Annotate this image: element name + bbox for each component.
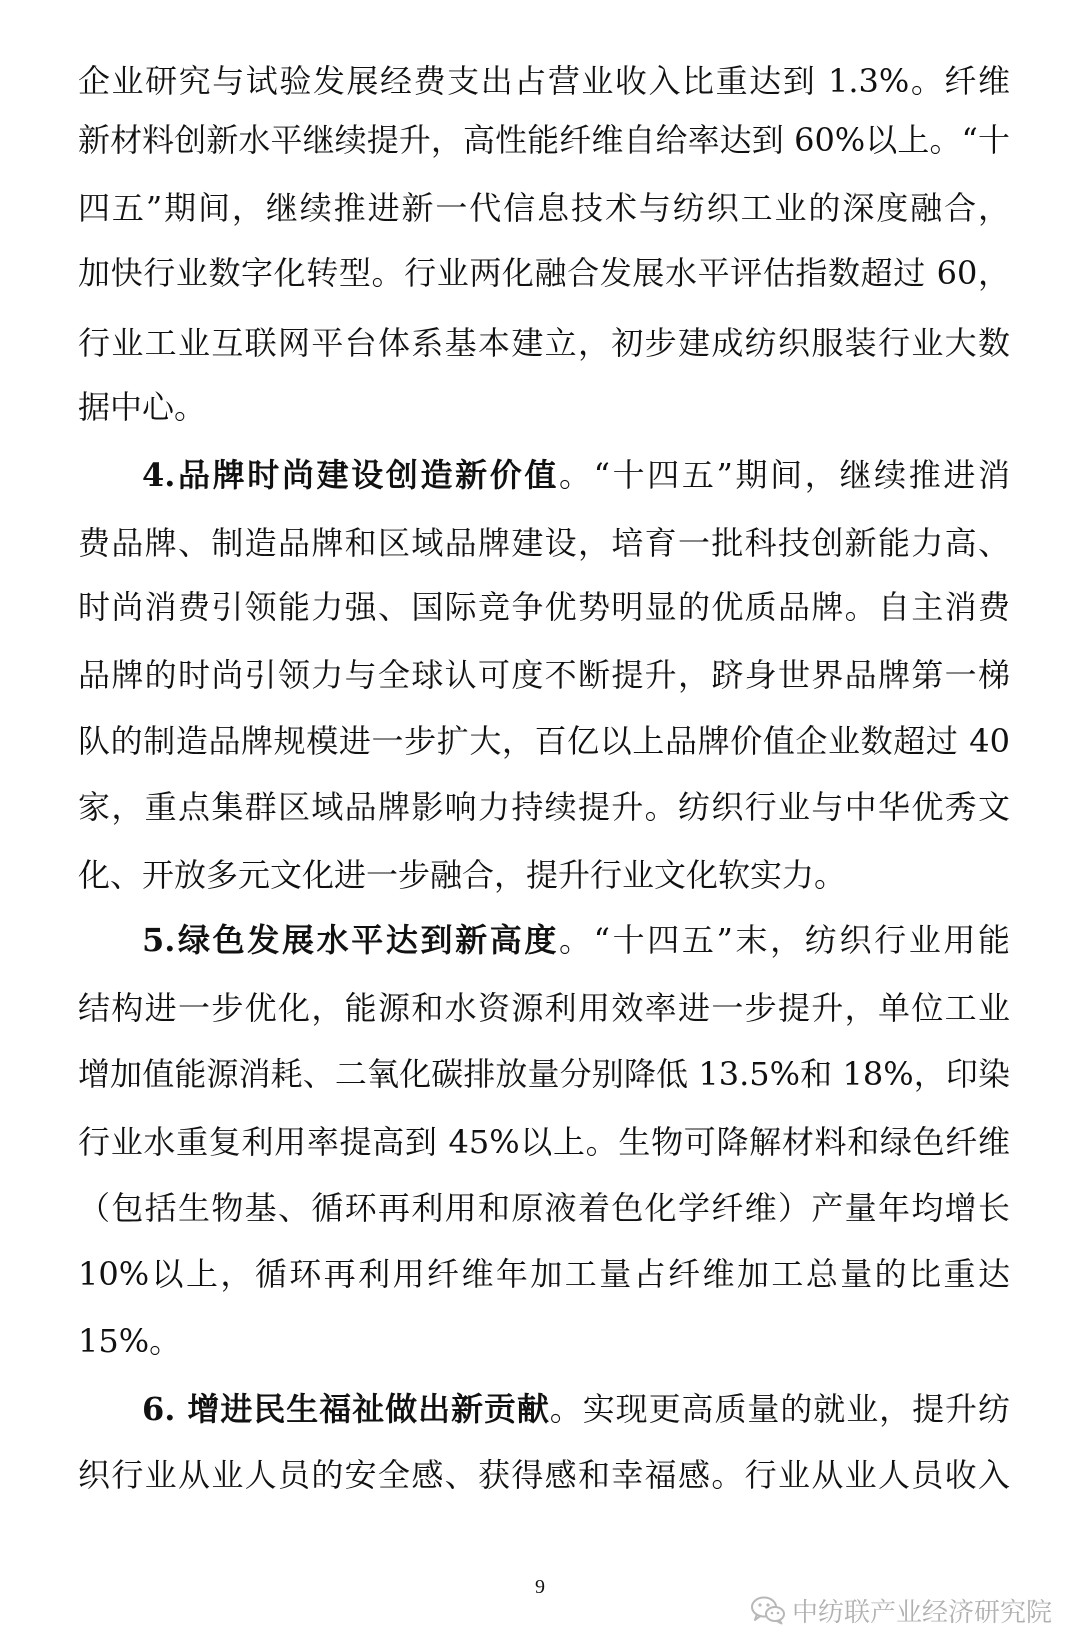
section-4-heading: 4.品牌时尚建设创造新价值 (142, 456, 560, 494)
text-line: （包括生物基、循环再利用和原液着色化学纤维）产量年均增长 (78, 1189, 1010, 1227)
text-line: 结构进一步优化，能源和水资源利用效率进一步提升，单位工业 (78, 989, 1010, 1027)
watermark-text: 中纺联产业经济研究院 (791, 1597, 1052, 1628)
text-line: 据中心。 (78, 388, 207, 426)
section-4-line (142, 450, 1010, 500)
text-line: 四五”期间，继续推进新一代信息技术与纺织工业的深度融合， (78, 189, 1010, 227)
section-4-text: 。“十四五”期间，继续推进消 (559, 456, 1010, 494)
section-6-text: 。实现更高质量的就业，提升纺 (549, 1390, 1010, 1428)
section-6-heading: 6. 增进民生福祉做出新贡献 (142, 1390, 550, 1428)
text-line: 15%。 (78, 1322, 182, 1360)
section-5-text: 。“十四五”末，纺织行业用能 (559, 921, 1010, 959)
text-line: 行业工业互联网平台体系基本建立，初步建成纺织服装行业大数 (78, 324, 1010, 362)
text-line: 10%以上，循环再利用纤维年加工量占纤维加工总量的比重达 (78, 1255, 1010, 1293)
text-line: 增加值能源消耗、二氧化碳排放量分别降低 13.5%和 18%，印染 (78, 1055, 1010, 1093)
text-line: 队的制造品牌规模进一步扩大，百亿以上品牌价值企业数超过 40 (78, 722, 1010, 760)
watermark (750, 1588, 1052, 1632)
text-line: 新材料创新水平继续提升，高性能纤维自给率达到 60%以上。“十 (78, 121, 1010, 159)
text-line: 企业研究与试验发展经费支出占营业收入比重达到 1.3%。纤维 (78, 62, 1010, 100)
wechat-icon (750, 1595, 786, 1625)
text-line: 费品牌、制造品牌和区域品牌建设，培育一批科技创新能力高、 (78, 524, 1010, 562)
text-line: 加快行业数字化转型。行业两化融合发展水平评估指数超过 60， (78, 254, 1010, 292)
text-line: 织行业从业人员的安全感、获得感和幸福感。行业从业人员收入 (78, 1456, 1010, 1494)
text-line: 行业水重复利用率提高到 45%以上。生物可降解材料和绿色纤维 (78, 1123, 1010, 1161)
text-line: 品牌的时尚引领力与全球认可度不断提升，跻身世界品牌第一梯 (78, 656, 1010, 694)
text-line: 时尚消费引领能力强、国际竞争优势明显的优质品牌。自主消费 (78, 588, 1010, 626)
section-5-heading: 5.绿色发展水平达到新高度 (142, 921, 560, 959)
section-6-line (142, 1384, 1010, 1434)
text-line: 家，重点集群区域品牌影响力持续提升。纺织行业与中华优秀文 (78, 788, 1010, 826)
page-number: 9 (535, 1576, 545, 1598)
text-line: 化、开放多元文化进一步融合，提升行业文化软实力。 (78, 856, 847, 894)
section-5-line (142, 915, 1010, 965)
